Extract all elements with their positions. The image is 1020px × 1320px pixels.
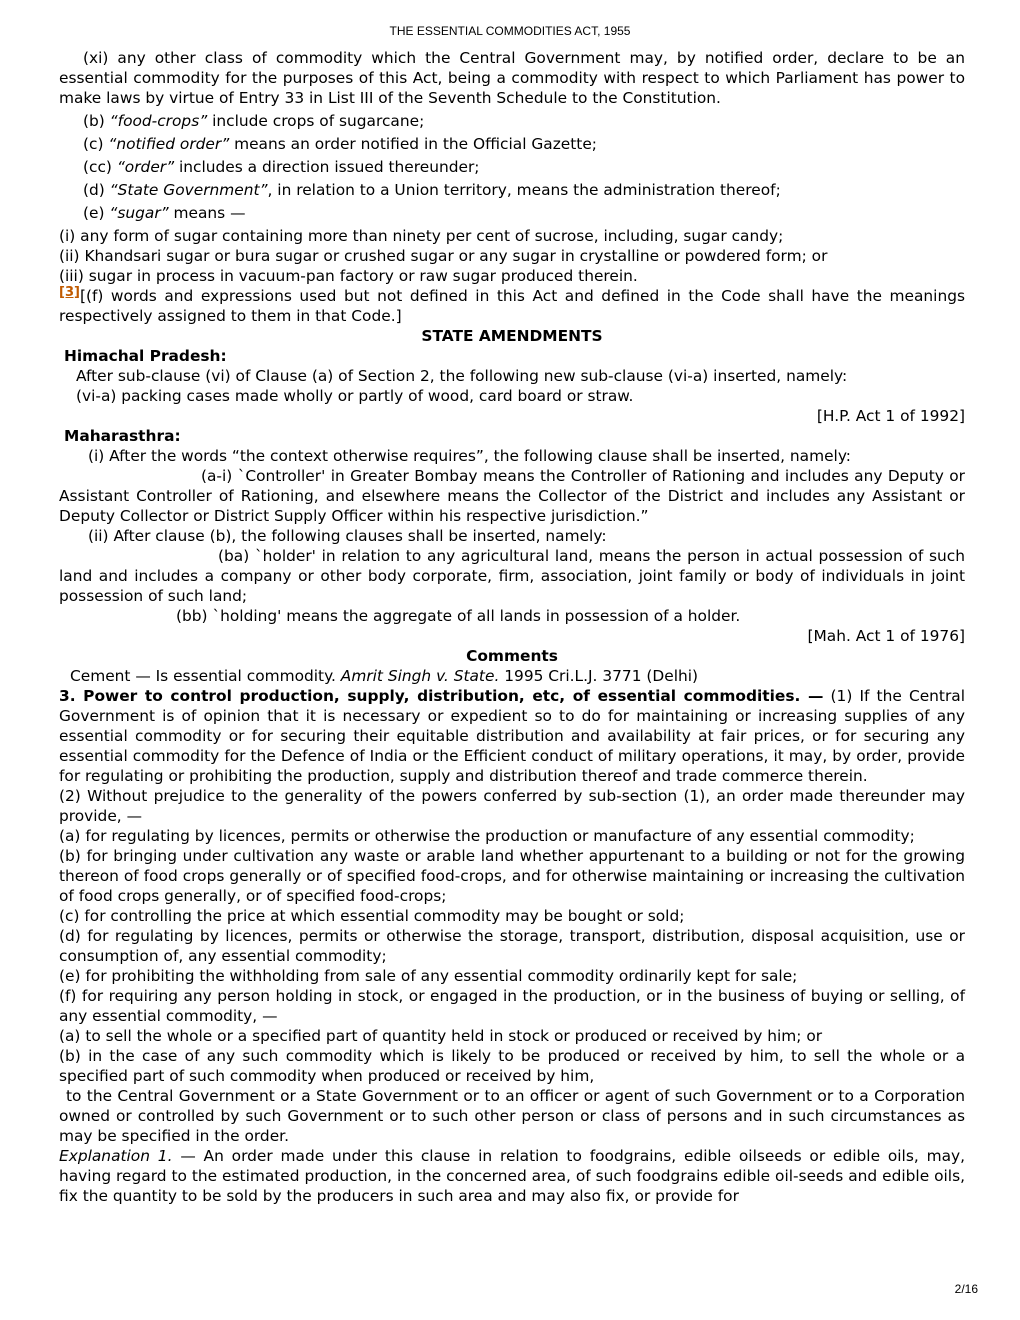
clause-f: [3][(f) words and expressions used but not defined in this Act and defined in the Code shall have the meanings respectively assigned to them in that Code.] (59, 285, 965, 325)
section-3-title: 3. Power to control production, supply, distribution, etc, of essential commodities. — (59, 687, 824, 705)
section-3-subsection-2: (2) Without prejudice to the generality of the powers conferred by sub-section (1), an order made thereunder may provide, — (59, 787, 965, 825)
term-order: “order” (116, 158, 175, 176)
mh-amendment-ii: (ii) After clause (b), the following clauses shall be inserted, namely: (88, 527, 607, 545)
term-notified-order: “notified order” (108, 135, 230, 153)
footnote-ref-link[interactable]: [3] (59, 285, 80, 300)
explanation-label: Explanation 1. (59, 1147, 173, 1165)
mh-amendment-i: (i) After the words “the context otherwise requires”, the following clause shall be inserted, namely: (88, 447, 851, 465)
hp-citation: [H.P. Act 1 of 1992] (816, 407, 965, 425)
section-3-clause-a: (a) for regulating by licences, permits or otherwise the production or manufacture of any essential commodity; (59, 827, 915, 845)
definition-notified-order: (c) “notified order” means an order notified in the Official Gazette; (83, 135, 597, 153)
comments-text: Cement — Is essential commodity. Amrit Singh v. State. 1995 Cri.L.J. 3771 (Delhi) (70, 667, 699, 685)
term-sugar: “sugar” (109, 204, 169, 222)
section-3-clause-f-b: (b) in the case of any such commodity which is likely to be produced or received by him, to sell the whole or a specified part of such commodity when produced or received by him, (59, 1047, 965, 1085)
section-3-clause-b: (b) for bringing under cultivation any waste or arable land whether appurtenant to a building or not for the growing thereon of food crops generally or of specified food-crops, and for otherwise maintaining or increasing the cultivation of food crops generally, or of specified food-crops; (59, 847, 965, 905)
mh-clause-ba: (ba) `holder' in relation to any agricultural land, means the person in actual possession of such land and includes a company or other body corporate, firm, association, joint family or body of individuals in joint possession of such land; (59, 547, 965, 605)
section-3-clause-f-a: (a) to sell the whole or a specified part of quantity held in stock or produced or received by him; or (59, 1027, 823, 1045)
clause-xi: (xi) any other class of commodity which the Central Government may, by notified order, declare to be an essential commodity for the purposes of this Act, being a commodity with respect to which Parliament has power to make laws by virtue of Entry 33 in List III of the Seventh Schedule to the Constitution. (59, 49, 965, 107)
definition-sugar: (e) “sugar” means — (83, 204, 246, 222)
mh-clause-a-i: (a-i) `Controller' in Greater Bombay means the Controller of Rationing and includes any Deputy or Assistant Controller of Rationing, and elsewhere means the Collector of the District and includes any Assistant or Deputy Collector or District Supply Officer within his respective jurisdiction.” (59, 467, 965, 525)
state-himachal-pradesh: Himachal Pradesh: (64, 347, 227, 365)
definition-order: (cc) “order” includes a direction issued thereunder; (83, 158, 480, 176)
definition-food-crops: (b) “food-crops” include crops of sugarcane; (83, 112, 425, 130)
definition-state-government: (d) “State Government”, in relation to a Union territory, means the administration thereof; (83, 181, 781, 199)
comments-heading: Comments (466, 647, 558, 665)
sugar-item-i: (i) any form of sugar containing more than ninety per cent of sucrose, including, sugar candy; (59, 227, 784, 245)
page-header: THE ESSENTIAL COMMODITIES ACT, 1955 (389, 24, 631, 38)
document-body (59, 48, 965, 1206)
section-3-clause-e: (e) for prohibiting the withholding from sale of any essential commodity ordinarily kept for sale; (59, 967, 798, 985)
section-3-clause-c: (c) for controlling the price at which essential commodity may be bought or sold; (59, 907, 685, 925)
mh-citation: [Mah. Act 1 of 1976] (807, 627, 965, 645)
hp-amendment-text: After sub-clause (vi) of Clause (a) of Section 2, the following new sub-clause (vi-a) inserted, namely: (76, 367, 848, 385)
hp-amendment-clause: (vi-a) packing cases made wholly or partly of wood, card board or straw. (76, 387, 634, 405)
section-3-clause-f: (f) for requiring any person holding in stock, or engaged in the production, or in the business of buying or selling, of any essential commodity, — (59, 987, 965, 1025)
mh-clause-bb: (bb) `holding' means the aggregate of all lands in possession of a holder. (176, 607, 741, 625)
section-3-clause-d: (d) for regulating by licences, permits or otherwise the storage, transport, distribution, disposal acquisition, use or consumption of, any essential commodity; (59, 927, 965, 965)
state-maharashtra: Maharasthra: (64, 427, 181, 445)
case-name: Amrit Singh v. State. (340, 667, 500, 685)
section-3-clause-f-to: to the Central Government or a State Government or to an officer or agent of such Government or to a Corporation owned or controlled by such Government or to such other person or class of persons and in such circumstances as may be specified in the order. (59, 1087, 965, 1145)
explanation-1: Explanation 1. — An order made under this clause in relation to foodgrains, edible oilseeds or edible oils, may, having regard to the estimated production, in the concerned area, of such foodgrains edible oil-seeds and edible oils, fix the quantity to be sold by the producers in such area and may also fix, or provide for (59, 1147, 965, 1205)
sugar-item-iii: (iii) sugar in process in vacuum-pan factory or raw sugar produced therein. (59, 267, 638, 285)
section-3-subsection-1: 3. Power to control production, supply, distribution, etc, of essential commodities. — (1) If the Central Government is of opinion that it is necessary or expedient so to do for maintaining or increasing supplies of any essential commodity or for securing their equitable distribution and availability at fair prices, or for securing any essential commodity for the Defence of India or the Efficient conduct of military operations, it may, by order, provide for regulating or prohibiting the production, supply and distribution thereof and trade commerce therein. (59, 687, 965, 785)
page-number: 2/16 (954, 1282, 978, 1296)
sugar-item-ii: (ii) Khandsari sugar or bura sugar or crushed sugar or any sugar in crystalline or powdered form; or (59, 247, 828, 265)
term-state-government: “State Government” (109, 181, 268, 199)
state-amendments-heading: STATE AMENDMENTS (421, 327, 603, 345)
term-food-crops: “food-crops” (109, 112, 208, 130)
